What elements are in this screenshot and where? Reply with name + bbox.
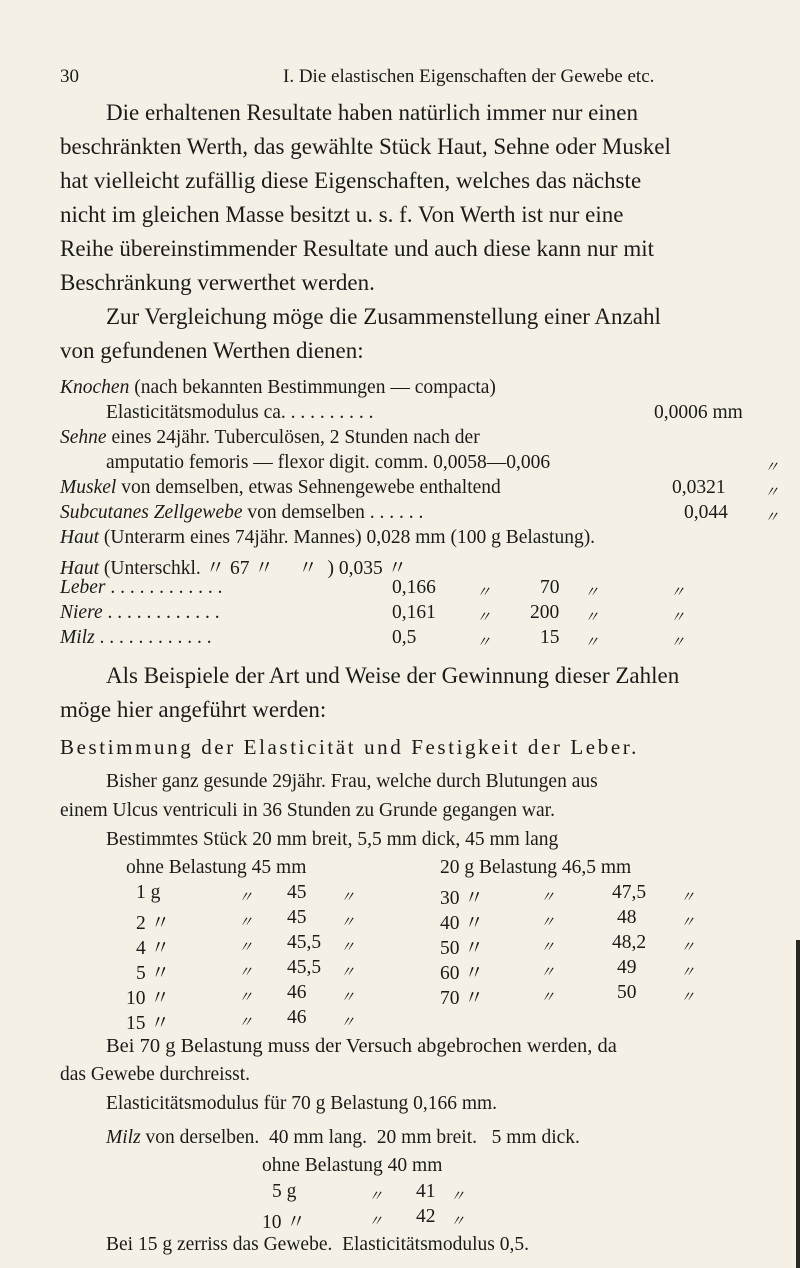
- niere-entry: Niere . . . . . . . . . . . .: [60, 602, 220, 623]
- milz-value: 0,5: [392, 627, 417, 648]
- ditto-mark: 〃: [584, 585, 600, 601]
- ditto-mark: 〃: [238, 890, 254, 906]
- table-value: 48: [617, 907, 637, 928]
- subcutanes-entry: Subcutanes Zellgewebe von demselben . . . . . .: [60, 502, 424, 523]
- ditto-mark: 〃: [540, 915, 556, 931]
- milz-entry: Milz . . . . . . . . . . . .: [60, 627, 212, 648]
- ditto-mark: 〃: [540, 940, 556, 956]
- ditto-mark: 〃: [584, 635, 600, 651]
- table-value: 45: [287, 882, 307, 903]
- table-value: 42: [416, 1206, 436, 1227]
- table-load: 15 〃: [126, 1013, 170, 1034]
- ditto-mark: 〃: [764, 460, 780, 476]
- ditto-mark: 〃: [584, 610, 600, 626]
- knochen-value: 0,0006 mm: [654, 402, 743, 423]
- subcutanes-value: 0,044: [684, 502, 728, 523]
- ditto-mark: 〃: [680, 990, 696, 1006]
- table-load: 4 〃: [136, 938, 171, 959]
- haut-unterschenkel-entry: Haut (Unterschkl. 〃 67 〃 〃 ) 0,035 〃: [60, 558, 408, 579]
- intro-line: Zur Vergleichung möge die Zusammenstellung einer Anzahl: [106, 304, 661, 329]
- ditto-mark: 〃: [680, 915, 696, 931]
- table-value: 48,2: [612, 932, 647, 953]
- ditto-mark: 〃: [368, 1214, 384, 1230]
- niere-value: 0,161: [392, 602, 436, 623]
- ditto-mark: 〃: [450, 1189, 466, 1205]
- ditto-mark: 〃: [764, 485, 780, 501]
- table-load: 10 〃: [126, 988, 170, 1009]
- knochen-modulus-label: Elasticitätsmodulus ca. . . . . . . . . .: [106, 402, 374, 423]
- ditto-mark: 〃: [238, 915, 254, 931]
- ditto-mark: 〃: [368, 1189, 384, 1205]
- haut-unterarm-entry: Haut (Unterarm eines 74jähr. Mannes) 0,028 mm (100 g Belastung).: [60, 527, 596, 548]
- ditto-mark: 〃: [540, 890, 556, 906]
- intro-line: Die erhaltenen Resultate haben natürlich immer nur einen: [106, 100, 638, 125]
- table-load: 50 〃: [440, 938, 484, 959]
- table-value: 46: [287, 982, 307, 1003]
- ditto-mark: 〃: [476, 610, 492, 626]
- ditto-mark: 〃: [340, 1015, 356, 1031]
- table-value: 41: [416, 1181, 436, 1202]
- examples-line: möge hier angeführt werden:: [60, 697, 327, 722]
- milz-description: Milz von derselben. 40 mm lang. 20 mm breit. 5 mm dick.: [106, 1127, 580, 1148]
- ditto-mark: 〃: [540, 965, 556, 981]
- ditto-mark: 〃: [238, 1015, 254, 1031]
- table-header-right: 20 g Belastung 46,5 mm: [440, 857, 632, 878]
- intro-line: von gefundenen Werthen dienen:: [60, 338, 364, 363]
- muskel-entry: Muskel von demselben, etwas Sehnengewebe enthaltend: [60, 477, 501, 498]
- table-load: 5 〃: [136, 963, 171, 984]
- paragraph-line: Bisher ganz gesunde 29jähr. Frau, welche durch Blutungen aus: [106, 771, 598, 792]
- table-value: 45,5: [287, 957, 322, 978]
- ditto-mark: 〃: [680, 965, 696, 981]
- table-load: 10 〃: [262, 1212, 306, 1233]
- table-value: 50: [617, 982, 637, 1003]
- sehne-entry: Sehne eines 24jähr. Tuberculösen, 2 Stunden nach der: [60, 427, 480, 448]
- leber-entry: Leber . . . . . . . . . . . .: [60, 577, 223, 598]
- ditto-mark: 〃: [340, 990, 356, 1006]
- section-heading: Bestimmung der Elasticität und Festigkeit der Leber.: [60, 735, 640, 759]
- table-value: 47,5: [612, 882, 647, 903]
- conclusion-line: Elasticitätsmodulus für 70 g Belastung 0,166 mm.: [106, 1093, 498, 1114]
- ditto-mark: 〃: [540, 990, 556, 1006]
- ditto-mark: 〃: [340, 965, 356, 981]
- milz-table-header: ohne Belastung 40 mm: [262, 1155, 443, 1176]
- ditto-mark: 〃: [476, 585, 492, 601]
- leber-value: 0,166: [392, 577, 436, 598]
- page-number: 30: [60, 66, 79, 87]
- examples-line: Als Beispiele der Art und Weise der Gewinnung dieser Zahlen: [106, 663, 680, 688]
- table-value: 45,5: [287, 932, 322, 953]
- leber-load: 70: [540, 577, 560, 598]
- table-load: 2 〃: [136, 913, 171, 934]
- milz-load: 15: [540, 627, 560, 648]
- intro-line: beschränkten Werth, das gewählte Stück Haut, Sehne oder Muskel: [60, 134, 671, 159]
- ditto-mark: 〃: [340, 915, 356, 931]
- paragraph-line: einem Ulcus ventriculi in 36 Stunden zu Grunde gegangen war.: [60, 800, 555, 821]
- ditto-mark: 〃: [450, 1214, 466, 1230]
- knochen-entry: Knochen (nach bekannten Bestimmungen — compacta): [60, 377, 496, 398]
- ditto-mark: 〃: [238, 965, 254, 981]
- ditto-mark: 〃: [680, 940, 696, 956]
- conclusion-line: das Gewebe durchreisst.: [60, 1064, 251, 1085]
- intro-line: Reihe übereinstimmender Resultate und auch diese kann nur mit: [60, 236, 655, 261]
- table-load: 30 〃: [440, 888, 484, 909]
- ditto-mark: 〃: [670, 585, 686, 601]
- ditto-mark: 〃: [238, 990, 254, 1006]
- ditto-mark: 〃: [764, 510, 780, 526]
- intro-line: nicht im gleichen Masse besitzt u. s. f. Von Werth ist nur eine: [60, 202, 624, 227]
- ditto-mark: 〃: [670, 635, 686, 651]
- table-load: 5 g: [272, 1181, 297, 1202]
- niere-load: 200: [530, 602, 560, 623]
- muskel-value: 0,0321: [672, 477, 726, 498]
- ditto-mark: 〃: [680, 890, 696, 906]
- ditto-mark: 〃: [670, 610, 686, 626]
- paragraph-line: Bestimmtes Stück 20 mm breit, 5,5 mm dick, 45 mm lang: [106, 829, 559, 850]
- ditto-mark: 〃: [340, 940, 356, 956]
- table-value: 49: [617, 957, 637, 978]
- conclusion-line: Bei 70 g Belastung muss der Versuch abgebrochen werden, da: [106, 1035, 617, 1057]
- table-load: 40 〃: [440, 913, 484, 934]
- ditto-mark: 〃: [238, 940, 254, 956]
- table-load: 1 g: [136, 882, 161, 903]
- table-value: 45: [287, 907, 307, 928]
- table-load: 60 〃: [440, 963, 484, 984]
- page-edge-shadow: [796, 940, 800, 1268]
- intro-line: Beschränkung verwerthet werden.: [60, 270, 375, 295]
- sehne-values: amputatio femoris — flexor digit. comm. 0,0058—0,006: [106, 452, 551, 473]
- ditto-mark: 〃: [340, 890, 356, 906]
- intro-line: hat vielleicht zufällig diese Eigenschaften, welches das nächste: [60, 168, 642, 193]
- milz-conclusion: Bei 15 g zerriss das Gewebe. Elasticitätsmodulus 0,5.: [106, 1234, 529, 1255]
- table-load: 70 〃: [440, 988, 484, 1009]
- table-value: 46: [287, 1007, 307, 1028]
- ditto-mark: 〃: [476, 635, 492, 651]
- running-title: I. Die elastischen Eigenschaften der Gewebe etc.: [283, 66, 655, 87]
- table-header-left: ohne Belastung 45 mm: [126, 857, 307, 878]
